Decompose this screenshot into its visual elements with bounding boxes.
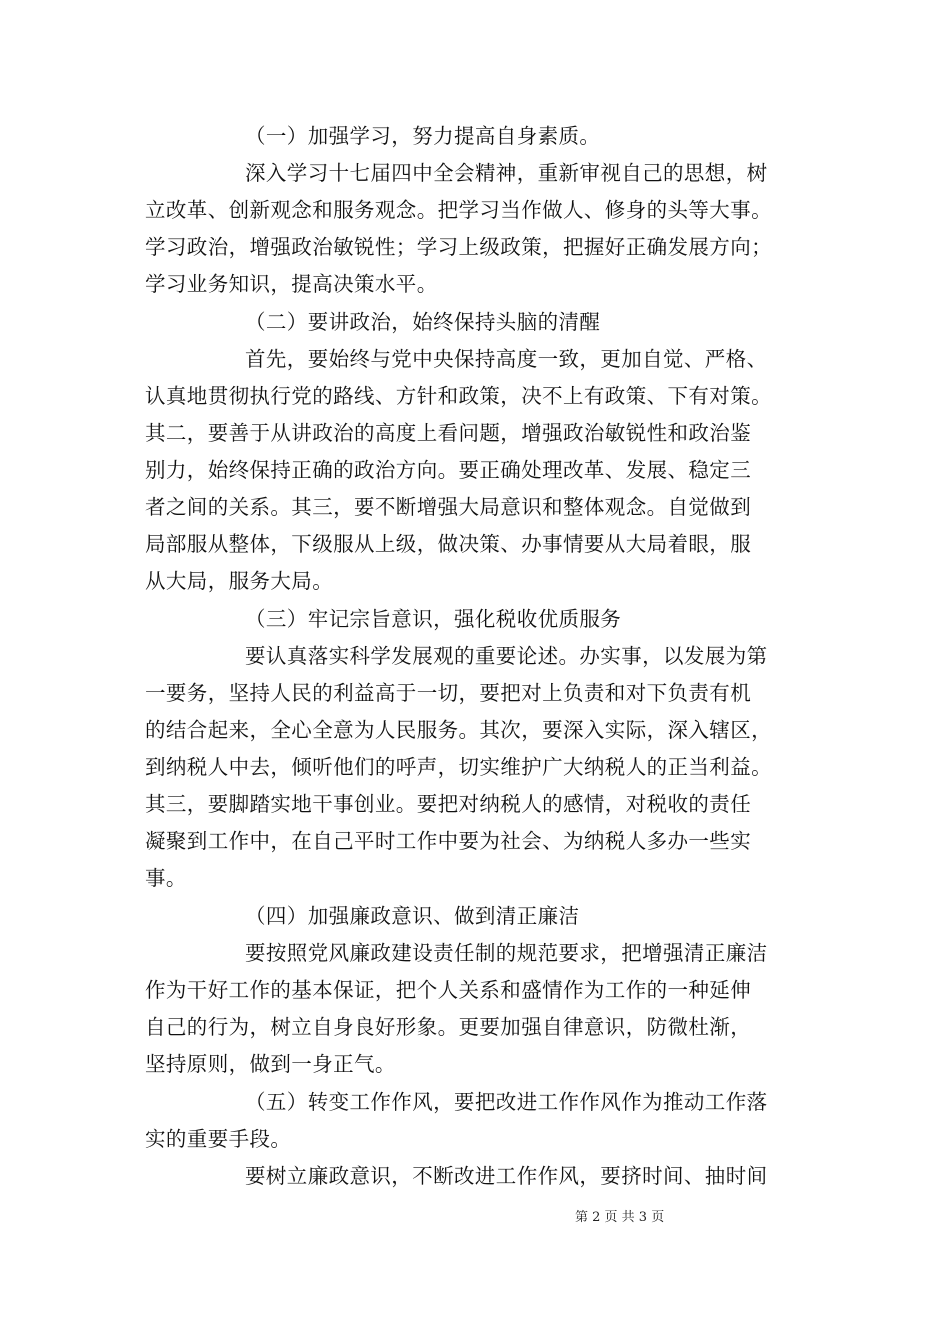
paragraph-line: 要按照党风廉政建设责任制的规范要求，把增强清正廉洁	[245, 941, 768, 965]
section-heading: （二）要讲政治，始终保持头脑的清醒	[245, 310, 601, 334]
paragraph-line: 从大局，服务大局。	[145, 569, 334, 593]
section-heading: （三）牢记宗旨意识，强化税收优质服务	[245, 607, 622, 631]
paragraph-line: 坚持原则，做到一身正气。	[145, 1052, 396, 1076]
paragraph-line: 首先，要始终与党中央保持高度一致，更加自觉、严格、	[245, 347, 768, 371]
paragraph-line: 学习业务知识，提高决策水平。	[145, 272, 438, 296]
paragraph-line: 的结合起来，全心全意为人民服务。其次，要深入实际，深入辖区，	[145, 718, 772, 742]
paragraph-line: 立改革、创新观念和服务观念。把学习当作做人、修身的头等大事。	[145, 198, 772, 222]
paragraph-line: 自己的行为，树立自身良好形象。更要加强自律意识，防微杜渐，	[145, 1015, 752, 1039]
paragraph-line: 要认真落实科学发展观的重要论述。办实事，以发展为第	[245, 644, 768, 668]
section-heading: （一）加强学习，努力提高自身素质。	[245, 124, 601, 148]
paragraph-line: 到纳税人中去，倾听他们的呼声，切实维护广大纳税人的正当利益。	[145, 755, 772, 779]
section-heading: （五）转变工作作风，要把改进工作作风作为推动工作落	[245, 1090, 768, 1114]
paragraph-line: 认真地贯彻执行党的路线、方针和政策，决不上有政策、下有对策。	[145, 384, 772, 408]
paragraph-line: 局部服从整体，下级服从上级，做决策、办事情要从大局着眼，服	[145, 532, 752, 556]
paragraph-line: 深入学习十七届四中全会精神，重新审视自己的思想，树	[245, 161, 768, 185]
paragraph-line: 其二，要善于从讲政治的高度上看问题，增强政治敏锐性和政治鉴	[145, 421, 752, 445]
paragraph-line: 一要务，坚持人民的利益高于一切，要把对上负责和对下负责有机	[145, 681, 752, 705]
page-number-footer: 第 2 页 共 3 页	[575, 1210, 665, 1225]
paragraph-line: 其三，要脚踏实地干事创业。要把对纳税人的感情，对税收的责任	[145, 792, 752, 816]
paragraph-line: 者之间的关系。其三，要不断增强大局意识和整体观念。自觉做到	[145, 495, 752, 519]
paragraph-line: 别力，始终保持正确的政治方向。要正确处理改革、发展、稳定三	[145, 458, 752, 482]
paragraph-line: 要树立廉政意识，不断改进工作作风，要挤时间、抽时间	[245, 1164, 768, 1188]
paragraph-line: 作为干好工作的基本保证，把个人关系和盛情作为工作的一种延伸	[145, 978, 752, 1002]
document-body	[145, 117, 820, 1195]
paragraph-line: 实的重要手段。	[145, 1127, 292, 1151]
section-heading: （四）加强廉政意识、做到清正廉洁	[245, 904, 580, 928]
paragraph-line: 事。	[145, 866, 187, 890]
paragraph-line: 学习政治，增强政治敏锐性；学习上级政策，把握好正确发展方向；	[145, 235, 772, 259]
paragraph-line: 凝聚到工作中，在自己平时工作中要为社会、为纳税人多办一些实	[145, 829, 752, 853]
